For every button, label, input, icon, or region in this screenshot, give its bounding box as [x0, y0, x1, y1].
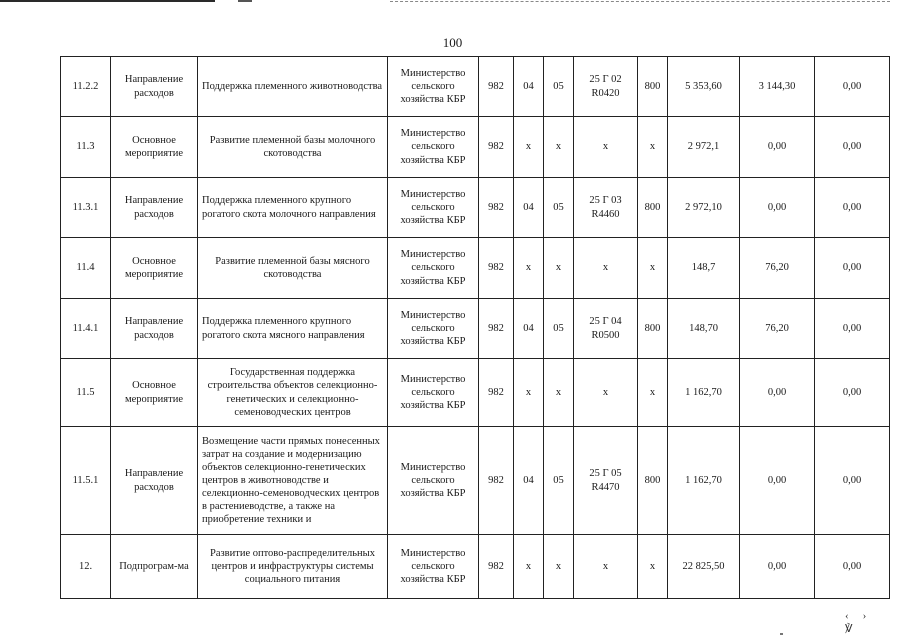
- row-vr-text: х: [649, 262, 656, 274]
- row-value-3-text: 0,00: [842, 262, 862, 274]
- row-pr: [544, 178, 574, 238]
- row-rz-text: х: [525, 560, 532, 572]
- row-value-1-text: 22 825,50: [682, 560, 725, 572]
- row-name: [198, 178, 388, 238]
- row-pr: [544, 359, 574, 427]
- row-csr-text: 25 Г 02 R0420: [589, 74, 622, 99]
- row-type: [111, 57, 198, 117]
- row-name-text: Возмещение части прямых понесенных затрат на создание и модернизацию объектов селекционно-генетических центров в животноводстве и селекционно-семеноводческих центров в растениеводстве, а также на приобретение техники и: [202, 435, 380, 526]
- row-pr-text: х: [555, 262, 562, 274]
- row-csr-text: х: [602, 141, 609, 153]
- row-ministry: [388, 117, 479, 178]
- row-rz: [514, 57, 544, 117]
- row-value-3-text: 0,00: [842, 141, 862, 153]
- row-code-text: 11.3.1: [72, 201, 99, 213]
- row-rz-text: х: [525, 386, 532, 398]
- table-row: [61, 238, 890, 299]
- row-value-2: [740, 117, 815, 178]
- row-name-text: Поддержка племенного животноводства: [202, 80, 383, 92]
- row-grbs-text: 982: [488, 386, 504, 398]
- row-code: [61, 238, 111, 299]
- row-csr-text: 25 Г 04 R0500: [589, 316, 622, 341]
- row-vr-text: х: [649, 560, 656, 572]
- row-name-text: Поддержка племенного крупного рогатого скота мясного направления: [202, 316, 365, 341]
- row-name-text: Развитие племенной базы молочного скотоводства: [209, 134, 376, 159]
- corner-marks: ‹› ℣: [845, 610, 881, 635]
- row-rz: [514, 299, 544, 359]
- row-grbs-text: 982: [488, 141, 504, 153]
- row-value-1-text: 1 162,70: [685, 386, 722, 398]
- row-pr-text: х: [555, 560, 562, 572]
- row-name: [198, 57, 388, 117]
- row-csr: [574, 178, 638, 238]
- row-code: [61, 359, 111, 427]
- row-value-2-text: 0,00: [767, 560, 787, 572]
- row-type: [111, 359, 198, 427]
- row-name: [198, 238, 388, 299]
- row-name: [198, 535, 388, 599]
- row-name: [198, 117, 388, 178]
- row-code: [61, 178, 111, 238]
- row-value-3: [815, 57, 890, 117]
- row-code-text: 11.4.1: [72, 322, 99, 334]
- row-type: [111, 535, 198, 599]
- row-name-text: Развитие племенной базы мясного скотоводства: [215, 255, 370, 280]
- budget-table: [60, 56, 890, 599]
- row-ministry-text: Министерство сельского хозяйства КБР: [400, 461, 466, 500]
- row-value-1: [668, 117, 740, 178]
- row-csr-text: 25 Г 05 R4470: [589, 468, 622, 493]
- row-type-text: Направление расходов: [124, 195, 184, 220]
- row-rz-text: 04: [523, 474, 534, 486]
- row-vr: [638, 178, 668, 238]
- row-type-text: Основное мероприятие: [125, 255, 183, 280]
- row-ministry-text: Министерство сельского хозяйства КБР: [400, 373, 466, 412]
- row-value-1: [668, 535, 740, 599]
- row-code-text: 12.: [78, 560, 93, 572]
- row-value-3-text: 0,00: [842, 201, 862, 213]
- row-value-2: [740, 178, 815, 238]
- row-value-3: [815, 427, 890, 535]
- row-vr: [638, 535, 668, 599]
- row-type: [111, 178, 198, 238]
- scan-speck: [780, 633, 783, 635]
- row-value-3-text: 0,00: [842, 80, 862, 92]
- row-type-text: Подпрограм-ма: [119, 560, 189, 572]
- row-value-2: [740, 299, 815, 359]
- row-rz: [514, 359, 544, 427]
- row-vr-text: 800: [644, 474, 661, 486]
- table-row: [61, 117, 890, 178]
- row-rz-text: 04: [523, 80, 534, 92]
- row-grbs-text: 982: [488, 80, 504, 92]
- row-value-3: [815, 117, 890, 178]
- table-row: [61, 427, 890, 535]
- row-value-2-text: 76,20: [765, 322, 789, 334]
- row-code: [61, 299, 111, 359]
- row-value-1-text: 1 162,70: [685, 474, 722, 486]
- row-code: [61, 535, 111, 599]
- row-type: [111, 427, 198, 535]
- row-value-3: [815, 535, 890, 599]
- row-type-text: Направление расходов: [124, 74, 184, 99]
- row-rz-text: 04: [523, 322, 534, 334]
- row-value-1: [668, 427, 740, 535]
- row-pr-text: 05: [553, 474, 564, 486]
- row-name: [198, 427, 388, 535]
- row-pr-text: 05: [553, 201, 564, 213]
- row-value-2: [740, 238, 815, 299]
- row-pr-text: х: [555, 386, 562, 398]
- row-value-3-text: 0,00: [842, 474, 862, 486]
- table-row: [61, 359, 890, 427]
- row-value-1-text: 5 353,60: [685, 80, 722, 92]
- row-value-2-text: 3 144,30: [758, 80, 796, 92]
- table-row: [61, 535, 890, 599]
- row-ministry: [388, 178, 479, 238]
- row-name-text: Государственная поддержка строительства объектов селекционно-генетических и селекционно-семеноводческих центров: [207, 367, 378, 418]
- row-ministry-text: Министерство сельского хозяйства КБР: [400, 249, 466, 287]
- row-vr: [638, 57, 668, 117]
- row-value-1-text: 2 972,10: [685, 201, 722, 213]
- row-code: [61, 57, 111, 117]
- top-rule-dashed: [390, 1, 890, 3]
- row-grbs: [479, 359, 514, 427]
- row-vr: [638, 117, 668, 178]
- row-csr-text: х: [602, 262, 609, 274]
- row-grbs-text: 982: [488, 322, 504, 334]
- row-ministry-text: Министерство сельского хозяйства КБР: [400, 67, 466, 106]
- page-number: 100: [442, 35, 463, 50]
- row-pr-text: 05: [553, 80, 564, 92]
- row-value-1-text: 148,70: [689, 322, 718, 334]
- row-type-text: Направление расходов: [124, 316, 184, 341]
- row-value-1: [668, 238, 740, 299]
- row-value-3: [815, 238, 890, 299]
- row-grbs: [479, 535, 514, 599]
- row-grbs: [479, 238, 514, 299]
- row-grbs-text: 982: [488, 201, 504, 213]
- row-value-2-text: 0,00: [767, 201, 787, 213]
- row-ministry-text: Министерство сельского хозяйства КБР: [400, 188, 466, 227]
- row-value-3: [815, 299, 890, 359]
- row-code-text: 11.5.1: [72, 474, 99, 486]
- row-pr: [544, 57, 574, 117]
- row-value-2: [740, 427, 815, 535]
- table-row: [61, 299, 890, 359]
- row-type: [111, 238, 198, 299]
- row-ministry: [388, 359, 479, 427]
- row-pr: [544, 299, 574, 359]
- row-vr: [638, 359, 668, 427]
- row-type: [111, 299, 198, 359]
- row-pr-text: 05: [553, 322, 564, 334]
- row-code: [61, 117, 111, 178]
- row-pr: [544, 427, 574, 535]
- row-code-text: 11.5: [76, 386, 95, 398]
- row-pr: [544, 117, 574, 178]
- row-grbs: [479, 427, 514, 535]
- row-value-2: [740, 359, 815, 427]
- row-value-2: [740, 535, 815, 599]
- row-pr-text: х: [555, 141, 562, 153]
- row-value-2-text: 0,00: [767, 386, 787, 398]
- row-rz: [514, 117, 544, 178]
- row-csr: [574, 117, 638, 178]
- row-grbs: [479, 178, 514, 238]
- row-ministry: [388, 427, 479, 535]
- row-vr-text: 800: [644, 201, 661, 213]
- row-value-3: [815, 359, 890, 427]
- row-name: [198, 299, 388, 359]
- row-ministry-text: Министерство сельского хозяйства КБР: [400, 128, 466, 166]
- row-rz-text: х: [525, 141, 532, 153]
- top-rule-left: [0, 0, 215, 2]
- row-value-2-text: 0,00: [767, 474, 787, 486]
- row-name-text: Развитие оптово-распределительных центров и инфраструктуры системы социального питания: [210, 547, 375, 586]
- row-value-1-text: 148,7: [691, 262, 716, 274]
- row-ministry: [388, 57, 479, 117]
- row-rz: [514, 535, 544, 599]
- row-pr: [544, 535, 574, 599]
- row-rz: [514, 238, 544, 299]
- row-value-3-text: 0,00: [842, 560, 862, 572]
- row-csr-text: х: [602, 560, 609, 572]
- row-grbs-text: 982: [488, 262, 504, 274]
- row-vr-text: 800: [644, 322, 661, 334]
- table-row: [61, 178, 890, 238]
- row-code: [61, 427, 111, 535]
- row-vr-text: х: [649, 386, 656, 398]
- row-grbs: [479, 117, 514, 178]
- row-value-1: [668, 57, 740, 117]
- row-code-text: 11.3: [76, 141, 95, 153]
- row-value-3: [815, 178, 890, 238]
- row-rz: [514, 427, 544, 535]
- row-vr-text: х: [649, 141, 656, 153]
- row-csr-text: х: [602, 386, 609, 398]
- row-csr: [574, 299, 638, 359]
- row-csr: [574, 57, 638, 117]
- row-ministry-text: Министерство сельского хозяйства КБР: [400, 309, 466, 348]
- row-rz-text: х: [525, 262, 532, 274]
- table-body: [61, 57, 890, 599]
- row-rz: [514, 178, 544, 238]
- row-type-text: Основное мероприятие: [125, 380, 183, 405]
- row-ministry: [388, 535, 479, 599]
- row-vr: [638, 427, 668, 535]
- row-csr: [574, 359, 638, 427]
- row-ministry: [388, 299, 479, 359]
- row-vr-text: 800: [644, 80, 661, 92]
- row-vr: [638, 238, 668, 299]
- row-grbs: [479, 299, 514, 359]
- row-type: [111, 117, 198, 178]
- top-rule-mid: [238, 0, 252, 2]
- row-value-2: [740, 57, 815, 117]
- row-grbs: [479, 57, 514, 117]
- row-csr: [574, 238, 638, 299]
- row-type-text: Направление расходов: [124, 468, 184, 493]
- row-code-text: 11.2.2: [72, 80, 99, 92]
- table-row: [61, 57, 890, 117]
- row-value-1-text: 2 972,1: [687, 141, 720, 153]
- row-grbs-text: 982: [488, 560, 504, 572]
- row-ministry: [388, 238, 479, 299]
- row-value-2-text: 76,20: [765, 262, 789, 274]
- row-value-3-text: 0,00: [842, 322, 862, 334]
- row-pr: [544, 238, 574, 299]
- row-type-text: Основное мероприятие: [125, 134, 183, 159]
- row-csr: [574, 427, 638, 535]
- row-csr-text: 25 Г 03 R4460: [589, 195, 622, 220]
- row-name-text: Поддержка племенного крупного рогатого скота молочного направления: [202, 195, 376, 220]
- row-value-3-text: 0,00: [842, 386, 862, 398]
- row-vr: [638, 299, 668, 359]
- row-value-1: [668, 359, 740, 427]
- row-name: [198, 359, 388, 427]
- row-value-1: [668, 178, 740, 238]
- row-ministry-text: Министерство сельского хозяйства КБР: [400, 547, 466, 586]
- row-grbs-text: 982: [488, 474, 504, 486]
- row-value-1: [668, 299, 740, 359]
- row-value-2-text: 0,00: [767, 141, 787, 153]
- row-code-text: 11.4: [76, 262, 95, 274]
- row-rz-text: 04: [523, 201, 534, 213]
- row-csr: [574, 535, 638, 599]
